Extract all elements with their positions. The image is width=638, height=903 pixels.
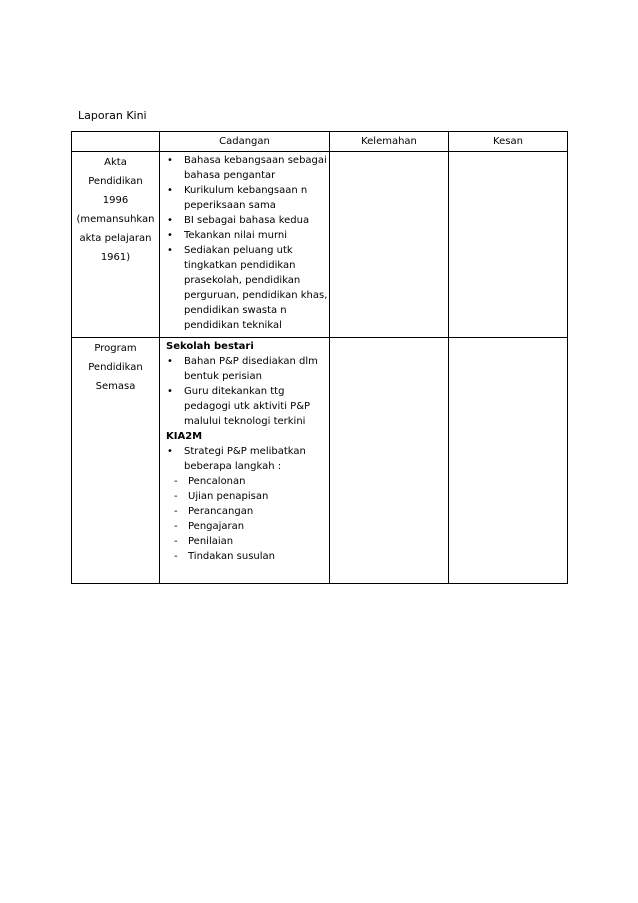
list-item-text: Strategi P&P melibatkan beberapa langkah : xyxy=(184,446,306,472)
list-item xyxy=(166,153,329,183)
list-item-text: Penilaian xyxy=(188,536,234,547)
row-label-line: akta pelajaran xyxy=(79,233,152,244)
list-item-text: Kurikulum kebangsaan n peperiksaan sama xyxy=(184,185,308,211)
list-item-text: Pencalonan xyxy=(188,476,246,487)
bullet-list xyxy=(166,354,329,429)
bullet-icon: • xyxy=(167,245,173,256)
list-item-text: Guru ditekankan ttg pedagogi utk aktiviti P&P malului teknologi terkini xyxy=(184,386,311,427)
list-item-text: Tekankan nilai murni xyxy=(184,230,288,241)
list-item-text: Tindakan susulan xyxy=(188,551,275,562)
cadangan-cell-program xyxy=(160,338,330,584)
row-label-program-pendidikan xyxy=(72,338,160,584)
kesan-cell-program xyxy=(449,338,568,584)
list-item-text: Perancangan xyxy=(188,506,254,517)
row-label-line: Pendidikan xyxy=(88,176,143,187)
cadangan-cell-akta xyxy=(160,152,330,338)
row-label-line: Pendidikan xyxy=(88,362,143,373)
header-blank xyxy=(72,132,160,152)
dash-icon: - xyxy=(174,551,178,562)
row-label-line: 1996 xyxy=(102,195,129,206)
list-item xyxy=(166,489,329,504)
dash-icon: - xyxy=(174,491,178,502)
bullet-icon: • xyxy=(167,155,173,166)
bullet-list xyxy=(166,444,329,474)
dash-icon: - xyxy=(174,476,178,487)
dash-icon: - xyxy=(174,536,178,547)
report-table xyxy=(71,131,568,584)
list-item xyxy=(166,213,329,228)
dash-icon: - xyxy=(174,506,178,517)
bullet-list xyxy=(166,153,329,333)
list-item-text: Pengajaran xyxy=(188,521,245,532)
row-label-line: Akta xyxy=(104,157,127,168)
row-label-line: 1961) xyxy=(100,252,131,263)
bullet-icon: • xyxy=(167,230,173,241)
list-item xyxy=(166,519,329,534)
list-item xyxy=(166,354,329,384)
kelemahan-cell-akta xyxy=(330,152,449,338)
bullet-icon: • xyxy=(167,356,173,367)
dash-icon: - xyxy=(174,521,178,532)
row-label-akta-pendidikan xyxy=(72,152,160,338)
section-title-kia2m: KIA2M xyxy=(166,431,203,442)
page-heading: Laporan Kini xyxy=(78,109,147,122)
header-kelemahan: Kelemahan xyxy=(330,132,449,152)
kesan-cell-akta xyxy=(449,152,568,338)
list-item xyxy=(166,384,329,429)
list-item xyxy=(166,549,329,564)
list-item-text: Bahan P&P disediakan dlm bentuk perisian xyxy=(184,356,318,382)
list-item-text: Ujian penapisan xyxy=(188,491,269,502)
bullet-icon: • xyxy=(167,446,173,457)
list-item xyxy=(166,444,329,474)
bullet-icon: • xyxy=(167,215,173,226)
list-item xyxy=(166,474,329,489)
step-list xyxy=(166,474,329,564)
row-label-line: Program xyxy=(94,343,137,354)
header-kesan: Kesan xyxy=(449,132,568,152)
row-label-line: (memansuhkan xyxy=(76,214,155,225)
table-row xyxy=(72,152,568,338)
section-title-sekolah-bestari: Sekolah bestari xyxy=(166,341,254,352)
list-item xyxy=(166,183,329,213)
list-item-text: BI sebagai bahasa kedua xyxy=(184,215,310,226)
list-item-text: Sediakan peluang utk tingkatkan pendidikan prasekolah, pendidikan perguruan, pendidikan khas, pendidikan swasta n pendidikan teknikal xyxy=(184,245,328,331)
list-item xyxy=(166,504,329,519)
header-cadangan: Cadangan xyxy=(160,132,330,152)
row-label-line: Semasa xyxy=(95,381,136,392)
bullet-icon: • xyxy=(167,386,173,397)
list-item xyxy=(166,228,329,243)
list-item xyxy=(166,243,329,333)
table-row xyxy=(72,338,568,584)
list-item xyxy=(166,534,329,549)
bullet-icon: • xyxy=(167,185,173,196)
kelemahan-cell-program xyxy=(330,338,449,584)
table-header-row xyxy=(72,132,568,152)
list-item-text: Bahasa kebangsaan sebagai bahasa pengantar xyxy=(184,155,327,181)
